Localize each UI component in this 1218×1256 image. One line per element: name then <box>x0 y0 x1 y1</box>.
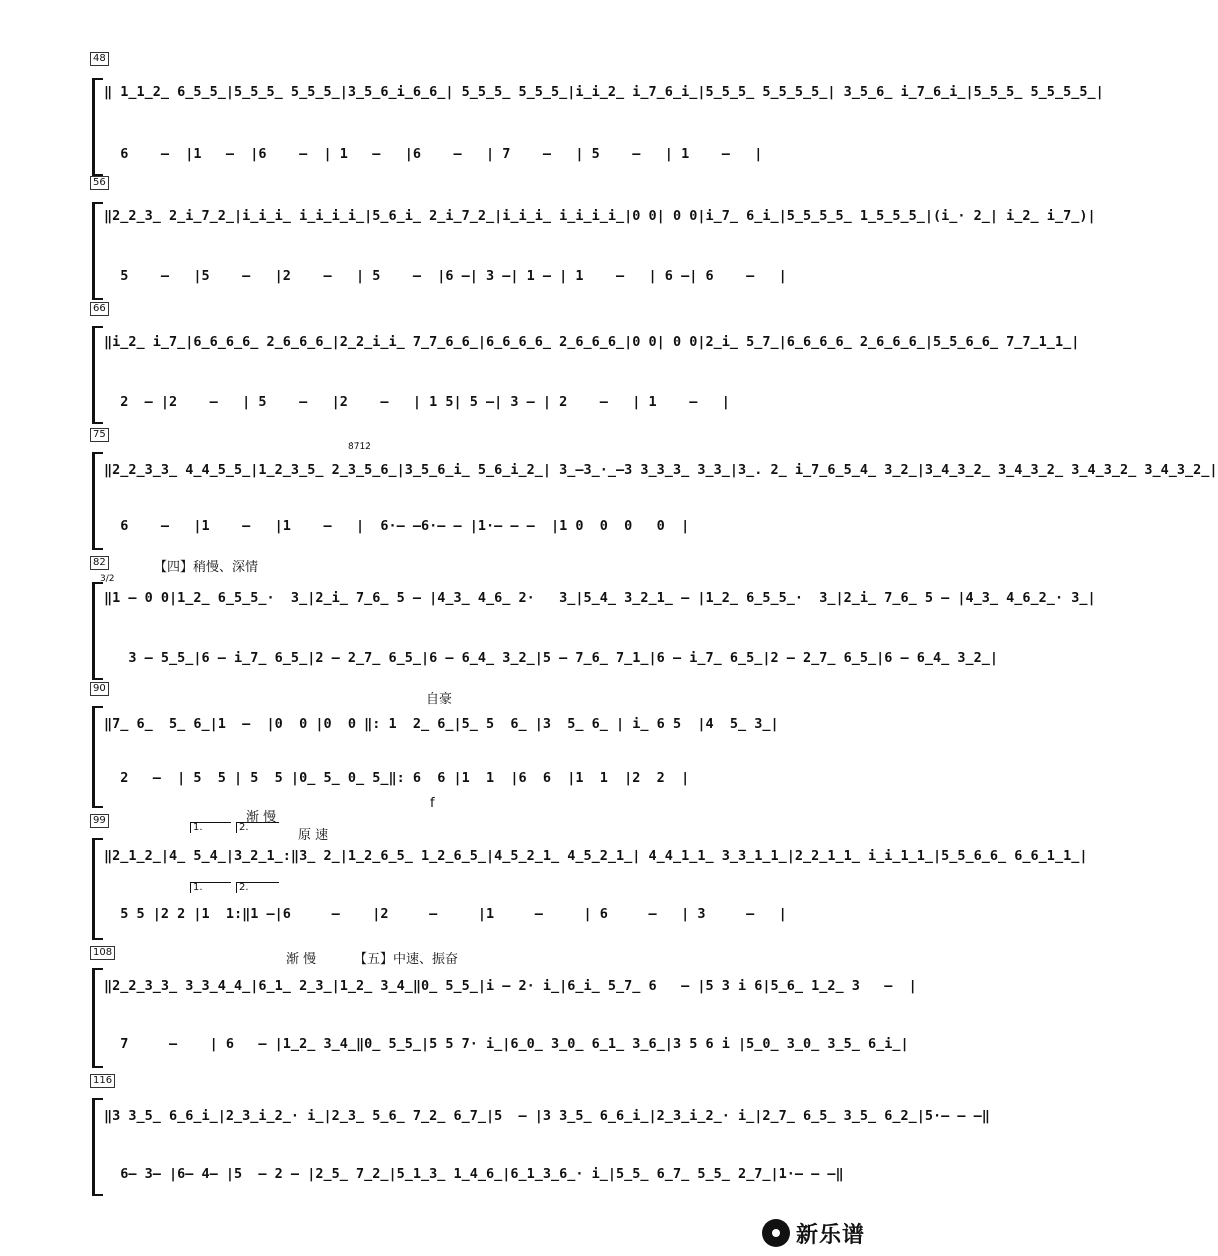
system-82 <box>90 556 1096 680</box>
section-heading: 【五】中速、振奋 <box>354 952 459 967</box>
disc-icon <box>762 1219 790 1247</box>
system-66 <box>90 302 1080 422</box>
staff-bottom: 6 – |1 – |1 – | 6·– –6·– – |1·– – – |1 0 0 0 0 | <box>104 518 690 534</box>
system-brace <box>92 706 103 808</box>
measure-number: 82 <box>90 556 109 570</box>
staff-bottom: 6 – |1 – |6 – | 1 – |6 – | 7 – | 5 – | 1 – | <box>104 146 763 162</box>
staff-top: ‖ 1̲1̲2̲ 6̲5̲5̲|5̲5̲5̲ 5̲5̲5̲|3̲5̲6̲i̲6̲6̲| 5̲5̲5̲ 5̲5̲5̲|i̲i̲2̲ i̲7̲6̲i̲|5̲5̲5̲ 5̲5̲5̲5̲| 3̲5̲6̲ i̲7̲6̲i̲|5̲5̲5̲ 5̲5̲5̲5̲| <box>104 84 1104 100</box>
system-brace <box>92 452 103 550</box>
expression-proud: 自豪 <box>426 692 453 707</box>
logo-text: 新乐谱 <box>796 1222 866 1248</box>
measure-number: 108 <box>90 946 115 960</box>
system-90 <box>90 682 802 812</box>
measure-number: 99 <box>90 814 109 828</box>
system-48 <box>90 52 1104 172</box>
staff-bottom: 2 – | 5 5 | 5 5 |0̲ 5̲ 0̲ 5̲‖: 6 6 |1 1 |6 6 |1 1 |2 2 | <box>104 770 690 786</box>
staff-top: ‖2̲1̲2̲|4̲ 5̲4̲|3̲2̲1̲:‖3̲ 2̲|1̲2̲6̲5̲ 1̲2̲6̲5̲|4̲5̲2̲1̲ 4̲5̲2̲1̲| 4̲4̲1̲1̲ 3̲3̲1̲1̲|2̲2̲1̲1̲ i̲i̲1̲1̲|5̲5̲6̲6̲ 6̲6̲1̲1̲| <box>104 848 1088 864</box>
volta-second: 2. <box>236 822 279 833</box>
staff-top: ‖2̲2̲3̲3̲ 3̲3̲4̲4̲|6̲1̲ 2̲3̲|1̲2̲ 3̲4̲‖0̲ 5̲5̲|i – 2· i̲|6̲i̲ 5̲7̲ 6 – |5 3 i 6|5̲6̲ 1̲2̲ 3 – | <box>104 978 917 994</box>
section-heading: 【四】稍慢、深情 <box>154 560 259 575</box>
measure-number: 116 <box>90 1074 115 1088</box>
volta-first: 1. <box>190 822 231 833</box>
tempo-original: 原 速 <box>298 828 329 843</box>
system-116 <box>90 1074 990 1196</box>
system-75 <box>90 428 1218 548</box>
staff-bottom: 7 – | 6 – |1̲2̲ 3̲4̲‖0̲ 5̲5̲|5 5 7· i̲|6̲0̲ 3̲0̲ 6̲1̲ 3̲6̲|3 5 6 i |5̲0̲ 3̲0̲ 3̲5̲ 6̲i̲| <box>104 1036 909 1052</box>
staff-top: ‖i̲2̲ i̲7̲|6̲6̲6̲6̲ 2̲6̲6̲6̲|2̲2̲i̲i̲ 7̲7̲6̲6̲|6̲6̲6̲6̲ 2̲6̲6̲6̲|0 0| 0 0|2̲i̲ 5̲7̲|6̲6̲6̲6̲ 2̲6̲6̲6̲|5̲5̲6̲6̲ 7̲7̲1̲1̲| <box>104 334 1080 350</box>
staff-top: ‖1 – 0 0|1̲2̲ 6̲5̲5̲· 3̲|2̲i̲ 7̲6̲ 5 – |4̲3̲ 4̲6̲ 2· 3̲|5̲4̲ 3̲2̲1̲ – |1̲2̲ 6̲5̲5̲· 3̲|2̲i̲ 7̲6̲ 5 – |4̲3̲ 4̲6̲2̲· 3̲| <box>104 590 1096 606</box>
tempo-slowing: 渐 慢 <box>246 810 277 825</box>
staff-bottom: 3 – 5̲5̲|6 – i̲7̲ 6̲5̲|2 – 2̲7̲ 6̲5̲|6 – 6̲4̲ 3̲2̲|5 – 7̲6̲ 7̲1̲|6 – i̲7̲ 6̲5̲|2 – 2̲7̲ 6̲5̲|6 – 6̲4̲ 3̲2̲| <box>104 650 999 666</box>
system-99 <box>90 810 1088 940</box>
staff-top: ‖3 3̲5̲ 6̲6̲i̲|2̲3̲i̲2̲· i̲|2̲3̲ 5̲6̲ 7̲2̲ 6̲7̲|5 – |3 3̲5̲ 6̲6̲i̲|2̲3̲i̲2̲· i̲|2̲7̲ 6̲5̲ 3̲5̲ 6̲2̲|5·– – –‖ <box>104 1108 990 1124</box>
system-brace <box>92 1098 103 1196</box>
system-brace <box>92 202 103 300</box>
staff-bottom: 2 – |2 – | 5 – |2 – | 1 5| 5 –| 3 – | 2 – | 1 – | <box>104 394 730 410</box>
measure-number: 75 <box>90 428 109 442</box>
staff-bottom: 5 – |5 – |2 – | 5 – |6 –| 3 –| 1 – | 1 – | 6 –| 6 – | <box>104 268 787 284</box>
measure-number: 66 <box>90 302 109 316</box>
volta-second: 2. <box>236 882 279 893</box>
volta-first: 1. <box>190 882 231 893</box>
staff-top: ‖2̲2̲3̲ 2̲i̲7̲2̲|i̲i̲i̲ i̲i̲i̲i̲|5̲6̲i̲ 2̲i̲7̲2̲|i̲i̲i̲ i̲i̲i̲i̲|0 0| 0 0|i̲7̲ 6̲i̲|5̲5̲5̲5̲ 1̲5̲5̲5̲|(i̲· 2̲| i̲2̲ i̲7̲)| <box>104 208 1096 224</box>
dynamic-forte: f <box>430 796 435 811</box>
system-108 <box>90 946 917 1068</box>
system-brace <box>92 582 103 680</box>
tempo-slowing: 渐 慢 <box>286 952 317 967</box>
system-brace <box>92 838 103 940</box>
staff-top: ‖2̲2̲3̲3̲ 4̲4̲5̲5̲|1̲2̲3̲5̲ 2̲3̲5̲6̲|3̲5̲6̲i̲ 5̲6̲i̲2̲| 3̲–3̲·̲–3 3̲3̲3̲ 3̲3̲|3̲. 2̲ i̲7̲6̲5̲4̲ 3̲2̲|3̲4̲3̲2̲ 3̲4̲3̲2̲ 3̲4̲3̲2̲ 3̲4̲3̲2̲| <box>104 462 1218 478</box>
staff-bottom: 6– 3– |6– 4– |5 – 2 – |2̲5̲ 7̲2̲|5̲1̲3̲ 1̲4̲6̲|6̲1̲3̲6̲· i̲|5̲5̲ 6̲7̲ 5̲5̲ 2̲7̲|1·– – –‖ <box>104 1166 844 1182</box>
measure-number: 90 <box>90 682 109 696</box>
staff-top: ‖7̲ 6̲ 5̲ 6̲|1 – |0 0 |0 0 ‖: 1 2̲ 6̲|5̲ 5 6̲ |3 5̲ 6̲ | i̲ 6 5 |4 5̲ 3̲| <box>104 716 779 732</box>
measure-number: 48 <box>90 52 109 66</box>
system-brace <box>92 326 103 424</box>
time-signature: 3/2 <box>100 574 115 584</box>
system-brace <box>92 968 103 1068</box>
system-brace <box>92 78 103 176</box>
staff-bottom: 5 5 |2 2 |1 1:‖1 –|6 – |2 – |1 – | 6 – | 3 – | <box>104 906 787 922</box>
system-56 <box>90 176 1096 296</box>
measure-number: 56 <box>90 176 109 190</box>
site-logo[interactable] <box>762 1216 882 1250</box>
grace-notes: 8̇7̇1̇2̇ <box>348 442 371 452</box>
